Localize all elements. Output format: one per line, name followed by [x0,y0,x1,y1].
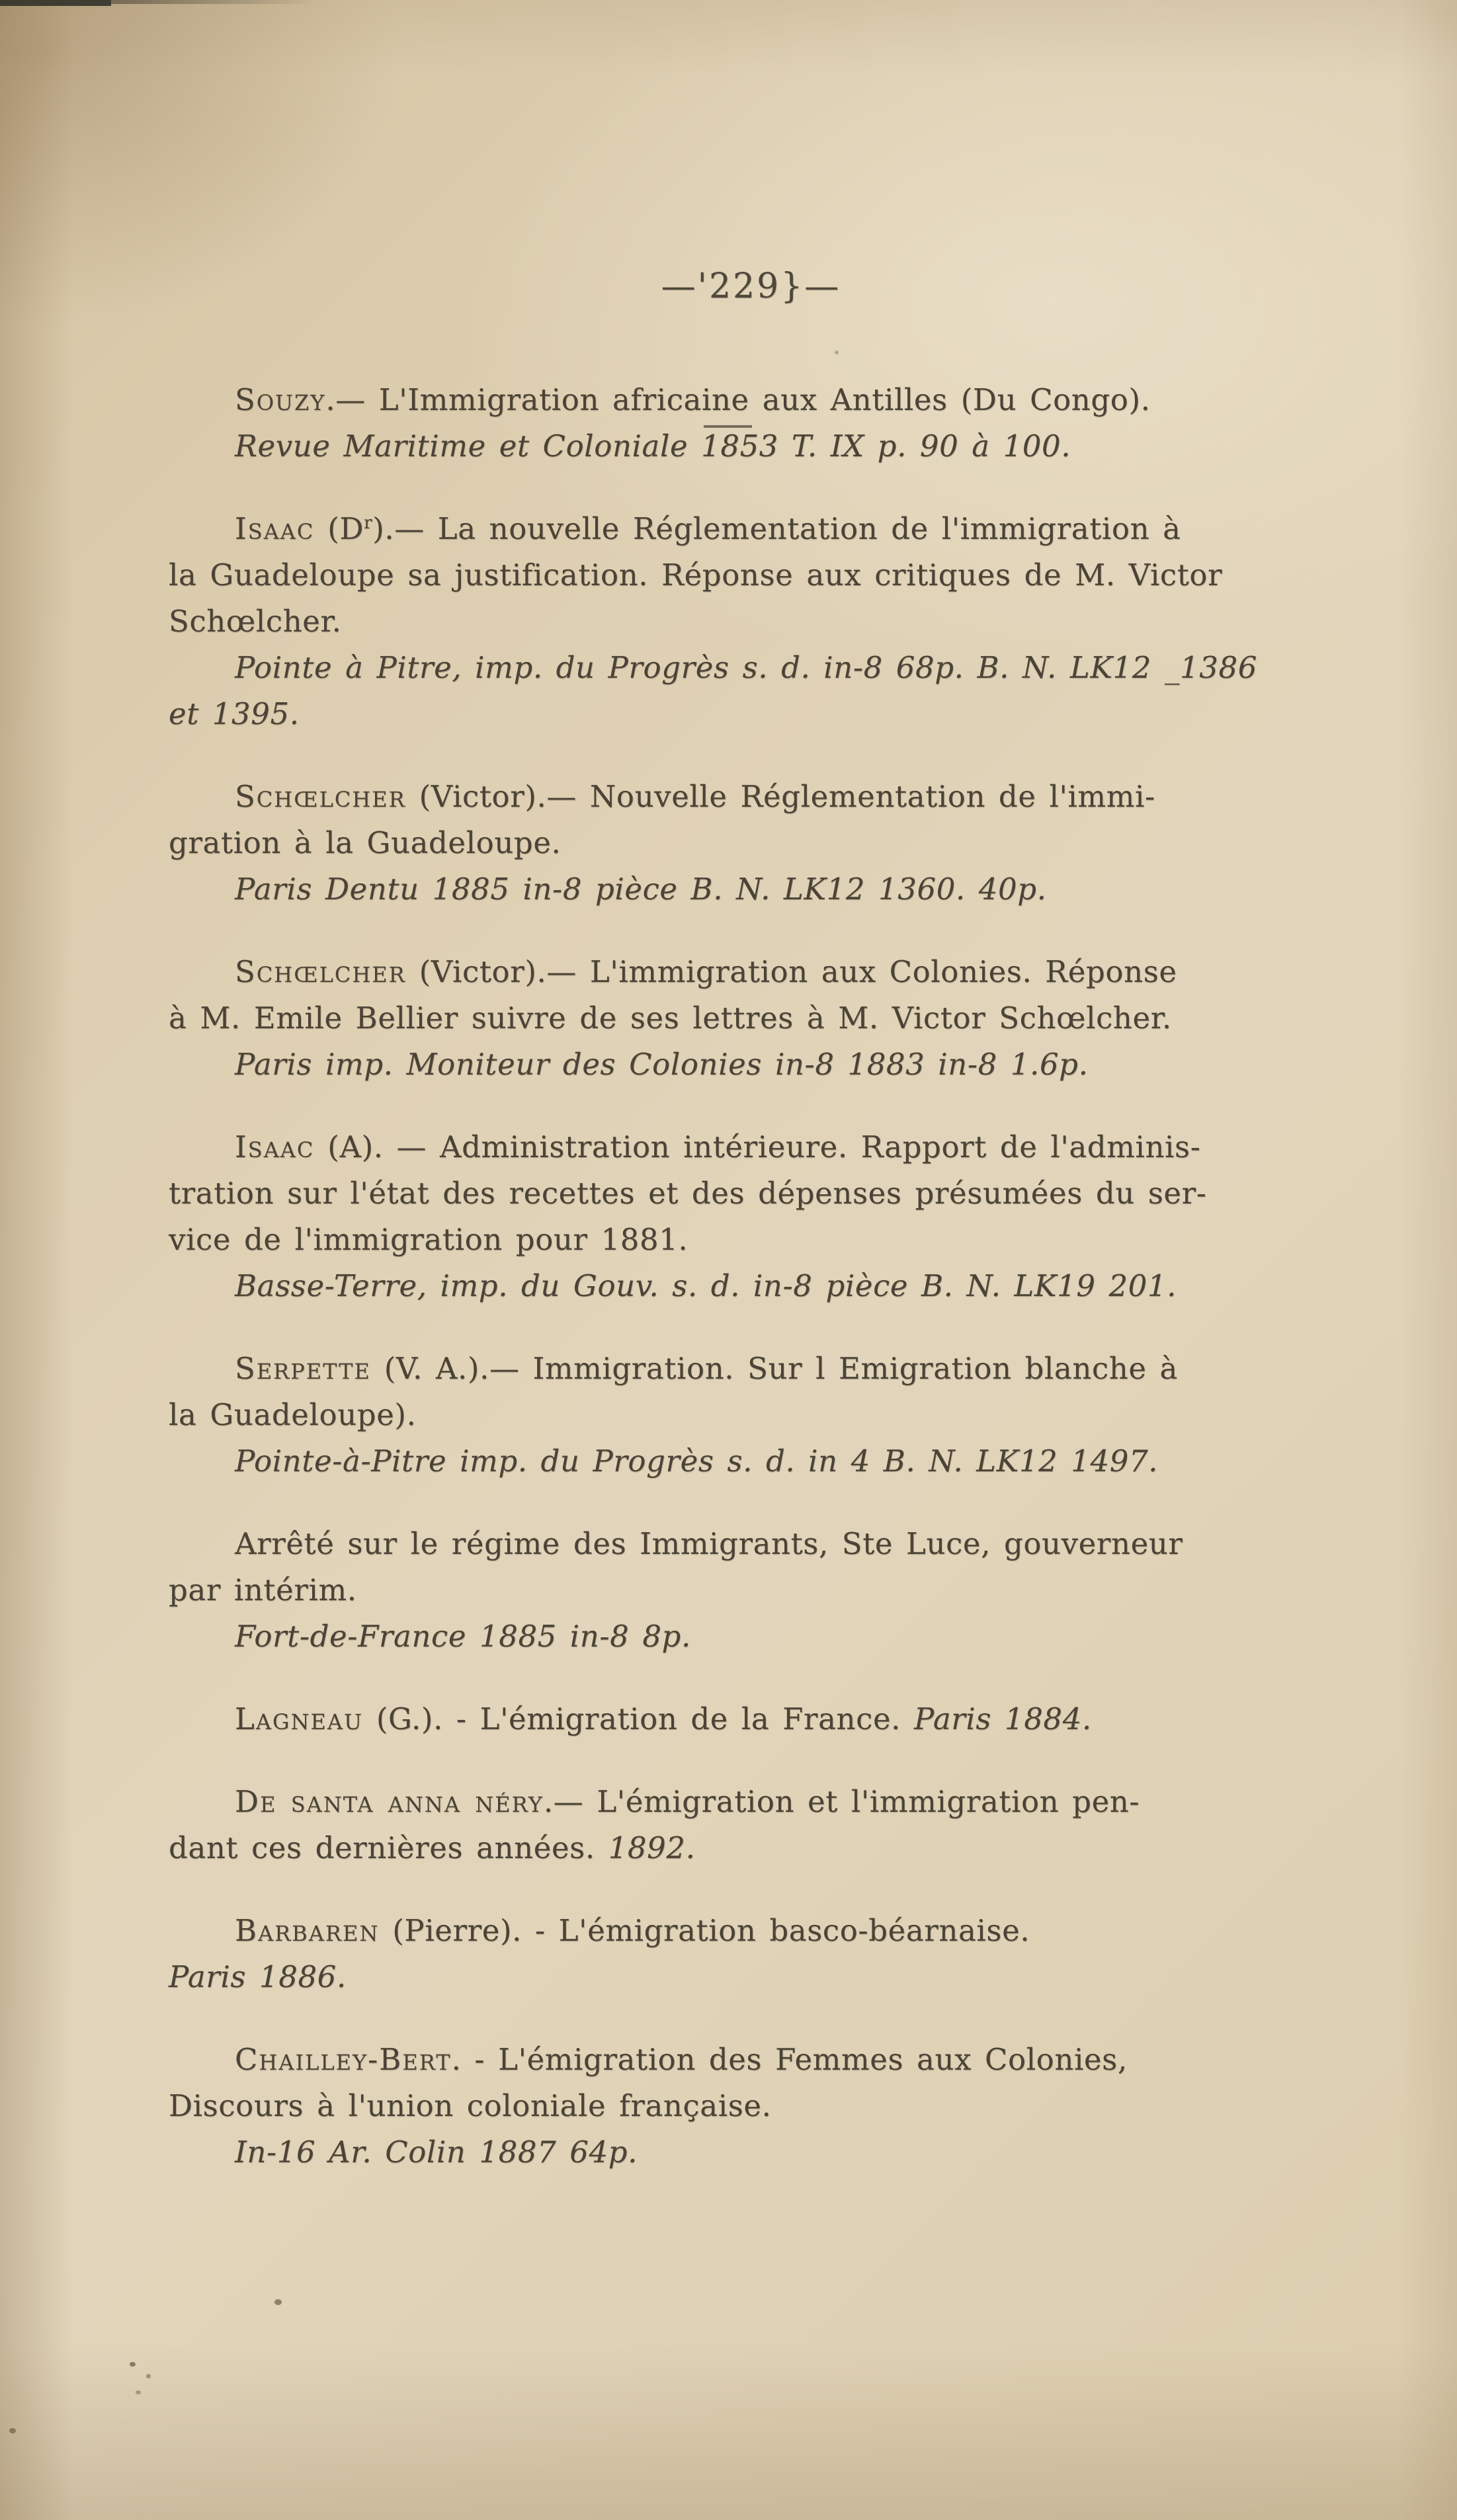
bibliography-entry [169,1346,1295,1484]
entry-line [169,552,1295,598]
entry-line [169,995,1295,1041]
text-run: Pointe à Pitre, imp. du Progrès s. d. in-8 68p. B. N. LK12 _1386 [235,650,1257,685]
text-run: r [364,513,373,533]
text-run: la Guadeloupe). [169,1397,417,1432]
text-run: . - L'émigration des Femmes aux Colonies, [451,2042,1128,2077]
entry-line [169,2083,1295,2129]
bibliography-entry [169,1521,1295,1660]
entry-line [169,1438,1295,1484]
text-run: Isaac [235,1129,315,1164]
bibliography-entry [169,1124,1295,1309]
text-run: Isaac [235,511,315,546]
entry-line [169,1779,1295,1825]
entry-line [169,866,1295,913]
text-run: (A). — Administration intérieure. Rapport de l'adminis- [314,1129,1201,1164]
scan-speck [274,2299,282,2305]
entry-line [169,1696,1295,1742]
text-run: Chailley-Bert [235,2042,452,2077]
text-run: 1853 [701,423,778,469]
text-run: Schœlcher [235,954,406,989]
text-run: Pointe-à-Pitre imp. du Progrès s. d. in 4 B. N. LK12 1497. [235,1443,1159,1479]
bibliography-entry [169,949,1295,1088]
text-run: Fort-de-France 1885 in-8 8p. [235,1619,691,1654]
entry-line [169,774,1295,820]
entry-line [169,1041,1295,1088]
bibliography-entry [169,1908,1295,2000]
page-number: —'229}— [661,266,841,306]
entry-line [169,1613,1295,1660]
text-run: 1892. [608,1830,696,1865]
entry-line [169,1346,1295,1392]
text-run: Paris 1886. [169,1959,347,1994]
entry-line [169,1825,1295,1871]
entry-line [169,1908,1295,1954]
text-run: par intérim. [169,1572,357,1607]
scan-speck [136,2390,141,2394]
entry-line [169,1263,1295,1309]
bibliography-entry [169,1779,1295,1871]
text-run: .— L'Immigration africaine aux Antilles (Du Congo). [325,382,1151,417]
text-run: Revue Maritime et Coloniale [235,428,702,464]
entry-line [169,1521,1295,1567]
entry-line [169,2129,1295,2175]
entry-line [169,598,1295,645]
text-run: gration à la Guadeloupe. [169,825,562,860]
entry-line [169,691,1295,737]
text-run: Schœlcher [235,779,406,814]
bibliography-entry [169,506,1295,737]
text-run: vice de l'immigration pour 1881. [169,1222,688,1257]
text-run: .— L'émigration et l'immigration pen- [543,1784,1140,1819]
entry-line [169,645,1295,691]
text-run: (D [314,511,364,546]
entry-line [169,949,1295,995]
entry-line [169,1170,1295,1217]
entry-line [169,1124,1295,1170]
text-run: la Guadeloupe sa justification. Réponse aux critiques de M. Victor [169,557,1223,592]
text-run: Schœlcher. [169,604,342,639]
text-run: (V. A.).— Immigration. Sur l Emigration blanche à [370,1351,1178,1386]
entry-line [169,1392,1295,1438]
text-run: Serpette [235,1351,371,1386]
text-run: Lagneau [235,1701,363,1736]
text-run: Paris 1884. [913,1701,1092,1736]
text-run: Souzy [235,382,326,417]
text-run: (Victor).— Nouvelle Réglementation de l'immi- [405,779,1155,814]
bibliography-entry [169,377,1295,469]
scan-speck [146,2374,151,2378]
entry-line [169,820,1295,866]
text-run: (Victor).— L'immigration aux Colonies. Réponse [405,954,1177,989]
entry-line [169,377,1295,423]
text-run: (G.). - L'émigration de la France. [363,1701,914,1736]
text-run: Basse-Terre, imp. du Gouv. s. d. in-8 pièce B. N. LK19 201. [235,1268,1177,1303]
text-run: Arrêté sur le régime des Immigrants, Ste Luce, gouverneur [235,1526,1183,1561]
text-run: ).— La nouvelle Réglementation de l'immigration à [372,511,1181,546]
bibliography [169,377,1295,2175]
entry-line [169,1954,1295,2000]
text-run: Paris imp. Moniteur des Colonies in-8 1883 in-8 1.6p. [235,1047,1089,1082]
text-run: (Pierre). - L'émigration basco-béarnaise. [379,1913,1030,1948]
text-run: In-16 Ar. Colin 1887 64p. [235,2134,638,2170]
entry-line [169,2037,1295,2083]
scan-speck [130,2362,136,2367]
text-run: dant ces dernières années. [169,1830,608,1865]
entry-line [169,1567,1295,1613]
bibliography-entry [169,1696,1295,1742]
text-run: De santa anna néry [235,1784,544,1819]
text-run: Paris Dentu 1885 in-8 pièce B. N. LK12 1360. 40p. [235,872,1047,907]
bibliography-entry [169,774,1295,913]
scan-speck [9,2428,16,2433]
text-run: à M. Emile Bellier suivre de ses lettres à M. Victor Schœlcher. [169,1000,1172,1036]
entry-line [169,423,1295,469]
text-run: tration sur l'état des recettes et des dépenses présumées du ser- [169,1176,1207,1211]
bibliography-entry [169,2037,1295,2175]
text-run: Barbaren [235,1913,380,1948]
entry-line [169,1217,1295,1263]
text-run: T. IX p. 90 à 100. [778,428,1071,464]
entry-line [169,506,1295,552]
text-run: et 1395. [169,696,300,731]
text-run: Discours à l'union coloniale française. [169,2088,772,2123]
